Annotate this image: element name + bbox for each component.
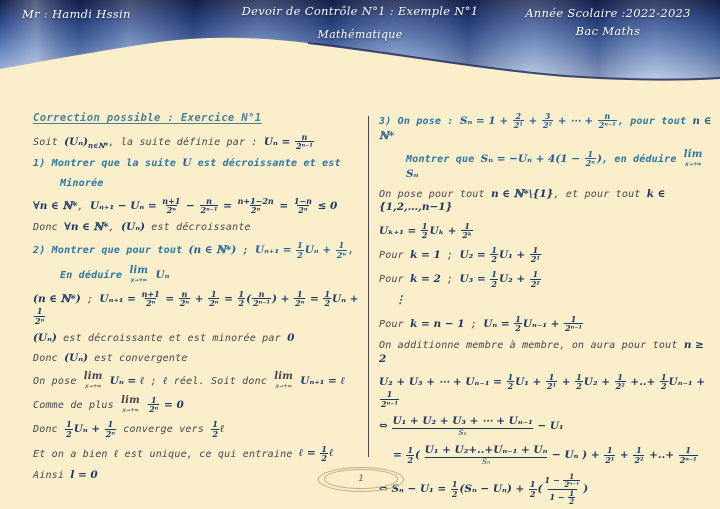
fraction: $\frac{1}{2}$	[576, 371, 582, 392]
math-line: 1) Montrer que la suite U est décroissante et est	[33, 157, 341, 170]
fraction: $\frac{1}{\text{2²}}$	[615, 371, 625, 392]
fraction: $\frac{1}{2}$	[324, 288, 331, 309]
fraction: $\frac{n}{\text{2ⁿ⁻¹}}$	[253, 288, 271, 309]
left-column-lines	[33, 133, 369, 482]
column-divider	[368, 116, 369, 457]
math-line: (Uₙ) est décroissante et est minorée par 0	[33, 331, 295, 344]
math-line: Soit $(U_n)_{n\in ℕ*}$, la suite définie par : Uₙ = $\frac{n}{\text{2ⁿ⁻¹}}$	[33, 132, 313, 152]
fraction: $\frac{1}{\text{2¹}}$	[547, 371, 557, 392]
fraction: $\frac{1}{\text{2ⁿ⁻¹}}$	[564, 472, 580, 490]
page-number-badge	[318, 467, 404, 492]
right-column-lines	[379, 112, 713, 505]
header-title-block	[200, 4, 520, 41]
fraction: $\frac{1}{\text{2ⁿ}}$	[585, 148, 595, 169]
fraction: $\frac{n+1-2n}{\text{2ⁿ}}$	[237, 195, 274, 216]
fraction: $\frac{1}{\text{2ᵏ}}$	[462, 220, 473, 241]
fraction: $\frac{1}{\text{2²}}$	[634, 445, 644, 465]
math-line: = $\frac{1}{2}$ ( U₁ + U₂+..+Uₙ₋₁ + Uₙ Sₙ − Uₙ ) + $\frac{1}{\text{2¹}}$ + $\frac{1}{\text{2²}}$ +..+ $\frac{1}{\text{2ⁿ⁻¹}}$	[393, 443, 697, 466]
underbrace: U₁ + U₂+..+Uₙ₋₁ + Uₙ Sₙ	[424, 443, 548, 466]
fraction: $\frac{1}{2}$	[212, 419, 218, 439]
fraction: $\frac{2}{\text{2¹}}$	[513, 111, 523, 131]
fraction: $\frac{1}{2}$	[660, 371, 667, 392]
fraction: $\frac{1}{\text{2ⁿ⁻¹}}$	[381, 389, 398, 409]
fraction: $\frac{1}{2}$	[529, 479, 536, 499]
fraction: $\frac{1}{2}$	[491, 269, 497, 289]
fraction: $\frac{3}{\text{2²}}$	[542, 111, 553, 131]
fraction: 1 − $\frac{1}{\text{2ⁿ⁻¹}}$ 1 − $\frac{1}{2}$	[544, 472, 580, 507]
fraction: $\frac{1}{\text{2ⁿ}}$	[149, 394, 159, 415]
fraction: $\frac{n+1}{\text{2ⁿ}}$	[141, 288, 160, 309]
math-line: On additionne membre à membre, on aura pour tout n ≥ 2	[379, 338, 704, 365]
math-line: 2) Montrer que pour tout (n ∈ ℕ*) ; Uₙ₊₁ = $\frac{1}{2}$ Uₙ + $\frac{1}{\text{2ⁿ}}$ ,	[33, 240, 355, 260]
fraction: $\frac{n+1}{\text{2ⁿ}}$	[162, 195, 181, 216]
page-number: 1	[358, 474, 364, 484]
fraction: $\frac{n}{\text{2ⁿ}}$	[179, 288, 190, 309]
fraction: $\frac{1}{\text{2ⁿ}}$	[35, 306, 45, 326]
math-line: Montrer que Sₙ = −Uₙ + 4(1 − $\frac{1}{\text{2ⁿ}}$ ), en déduire lim x→+∞ Sₙ	[406, 148, 703, 180]
math-line: Donc $\frac{1}{2}$ Uₙ + $\frac{1}{\text{2ⁿ}}$ converge vers $\frac{1}{2}$ ℓ	[33, 419, 225, 439]
math-line: Donc (Uₙ) est convergente	[33, 351, 188, 364]
fraction: $\frac{1}{\text{2¹}}$	[605, 445, 615, 465]
fraction: $\frac{1}{\text{2ⁿ}}$	[209, 288, 219, 309]
fraction: $\frac{1}{2}$	[515, 313, 521, 333]
math-line: ⋮	[395, 294, 406, 307]
fraction: $\frac{1}{2}$	[491, 244, 497, 265]
math-line: En déduire lim x→+∞ Uₙ	[60, 264, 170, 284]
fraction: $\frac{1}{\text{2²}}$	[530, 269, 540, 289]
math-line: Minorée	[60, 178, 104, 190]
fraction: $\frac{1}{\text{2ⁿ}}$	[336, 240, 347, 260]
fraction: $\frac{1}{\text{2¹}}$	[530, 244, 540, 265]
fraction: $\frac{n}{\text{2ⁿ⁻¹}}$	[295, 132, 313, 152]
fraction: $\frac{1}{2}$	[421, 220, 428, 241]
header-track: Bac Maths	[575, 24, 641, 38]
math-line: (n ∈ ℕ*) ; Uₙ₊₁ = $\frac{n+1}{\text{2ⁿ}}$ = $\frac{n}{\text{2ⁿ}}$ + $\frac{1}{\text{2ⁿ}}$ = $\frac{1}{2}$ ( $\frac{n}{\text{2ⁿ⁻¹}}$ ) + $\frac{1}{\text{2ⁿ}}$ = $\frac{1}{2}$ Uₙ + $\frac{1}{\text{2ⁿ}}$	[33, 288, 359, 326]
header-subject: Mathématique	[317, 28, 403, 41]
header-year-block	[508, 6, 708, 42]
math-line: On pose pour tout n ∈ ℕ*\{1}, et pour tout k ∈ {1,2,…,n−1}	[379, 187, 666, 214]
fraction: $\frac{1}{\text{2ⁿ⁻¹}}$	[679, 445, 697, 465]
math-line: Pour k = 2 ; U₃ = $\frac{1}{2}$ U₂ + $\frac{1}{\text{2²}}$	[379, 269, 540, 289]
math-line: ∀n ∈ ℕ*, Uₙ₊₁ − Uₙ = $\frac{n+1}{\text{2ⁿ}}$ − $\frac{n}{\text{2ⁿ⁻¹}}$ = $\frac{n+1-2n}{\text{2ⁿ}}$ = $\frac{1-n}{\text{2ⁿ}}$ ≤ 0	[33, 195, 338, 216]
math-line: U₂ + U₃ + ⋯ + Uₙ₋₁ = $\frac{1}{2}$ U₁ + $\frac{1}{\text{2¹}}$ + $\frac{1}{2}$ U₂ + $\frac{1}{\text{2²}}$ +..+ $\frac{1}{2}$ Uₙ₋₁ + $\frac{1}{\text{2ⁿ⁻¹}}$	[379, 371, 706, 409]
fraction: $\frac{1}{2}$	[238, 288, 245, 309]
math-line: On pose lim x→+∞ Uₙ = ℓ ; ℓ réel. Soit donc lim x→+∞ Uₙ₊₁ = ℓ	[33, 370, 345, 390]
underbrace: U₁ + U₂ + U₃ + ⋯ + Uₙ₋₁ Sₙ	[392, 414, 533, 437]
fraction: $\frac{1}{\text{2ⁿ⁻¹}}$	[565, 313, 583, 333]
fraction: $\frac{1}{2}$	[66, 419, 72, 439]
fraction: $\frac{1}{2}$	[569, 488, 575, 507]
limit: lim x→+∞	[129, 264, 149, 284]
math-line: 3) On pose : Sₙ = 1 + $\frac{2}{\text{2¹}}$ + $\frac{3}{\text{2²}}$ + ⋯ + $\frac{n}{\text{2ⁿ⁻¹}}$ , pour tout n ∈ ℕ*	[379, 111, 712, 142]
limit: lim x→+∞	[83, 370, 103, 390]
math-line: Comme de plus lim x→+∞ $\frac{1}{\text{2ⁿ}}$ = 0	[33, 394, 184, 415]
fraction: $\frac{1}{\text{2ⁿ}}$	[295, 288, 305, 309]
page-number-inner-ellipse	[324, 469, 398, 489]
header-exam-title: Devoir de Contrôle N°1 : Exemple N°1	[241, 4, 479, 18]
limit: lim x→+∞	[274, 370, 294, 390]
math-line: Et on a bien ℓ est unique, ce qui entraine ℓ = $\frac{1}{2}$ ℓ	[33, 443, 334, 463]
math-line: ⇔ U₁ + U₂ + U₃ + ⋯ + Uₙ₋₁ Sₙ − U₁	[379, 414, 564, 437]
fraction: $\frac{n}{\text{2ⁿ⁻¹}}$	[200, 195, 218, 216]
fraction: $\frac{1-n}{\text{2ⁿ}}$	[293, 195, 312, 216]
fraction: $\frac{n}{\text{2ⁿ⁻¹}}$	[598, 111, 616, 131]
section-title: Correction possible : Exercice N°1	[33, 112, 262, 124]
math-line: Ainsi l = 0	[33, 468, 98, 481]
math-line: Uₖ₊₁ = $\frac{1}{2}$ Uₖ + $\frac{1}{\text{2ᵏ}}$	[379, 220, 473, 241]
left-column	[33, 112, 369, 489]
fraction: $\frac{1}{2}$	[451, 479, 458, 499]
math-line: ⇔ Sₙ − U₁ = $\frac{1}{2}$ (Sₙ − Uₙ) + $\frac{1}{2}$ ( 1 − $\frac{1}{\text{2ⁿ⁻¹}}$ 1 − $\frac{1}{2}$ )	[379, 472, 589, 507]
fraction: $\frac{1}{2}$	[407, 445, 414, 465]
math-line: Donc ∀n ∈ ℕ*, (Uₙ) est décroissante	[33, 221, 251, 234]
fraction: $\frac{1}{2}$	[507, 371, 514, 392]
limit: lim x→+∞	[121, 395, 140, 415]
math-line: Pour k = n − 1 ; Uₙ = $\frac{1}{2}$ Uₙ₋₁ + $\frac{1}{\text{2ⁿ⁻¹}}$	[379, 313, 583, 333]
fraction: $\frac{1}{\text{2ⁿ}}$	[105, 419, 115, 439]
limit: lim x→+∞	[683, 149, 703, 169]
fraction: $\frac{1}{2}$	[297, 240, 303, 260]
math-line: Pour k = 1 ; U₂ = $\frac{1}{2}$ U₁ + $\frac{1}{\text{2¹}}$	[379, 244, 540, 265]
right-column	[379, 112, 713, 509]
header-school-year: Année Scolaire :2022-2023	[525, 6, 691, 20]
header-teacher-name: Mr : Hamdi Hssin	[22, 7, 131, 21]
fraction: $\frac{1}{2}$	[321, 443, 327, 463]
